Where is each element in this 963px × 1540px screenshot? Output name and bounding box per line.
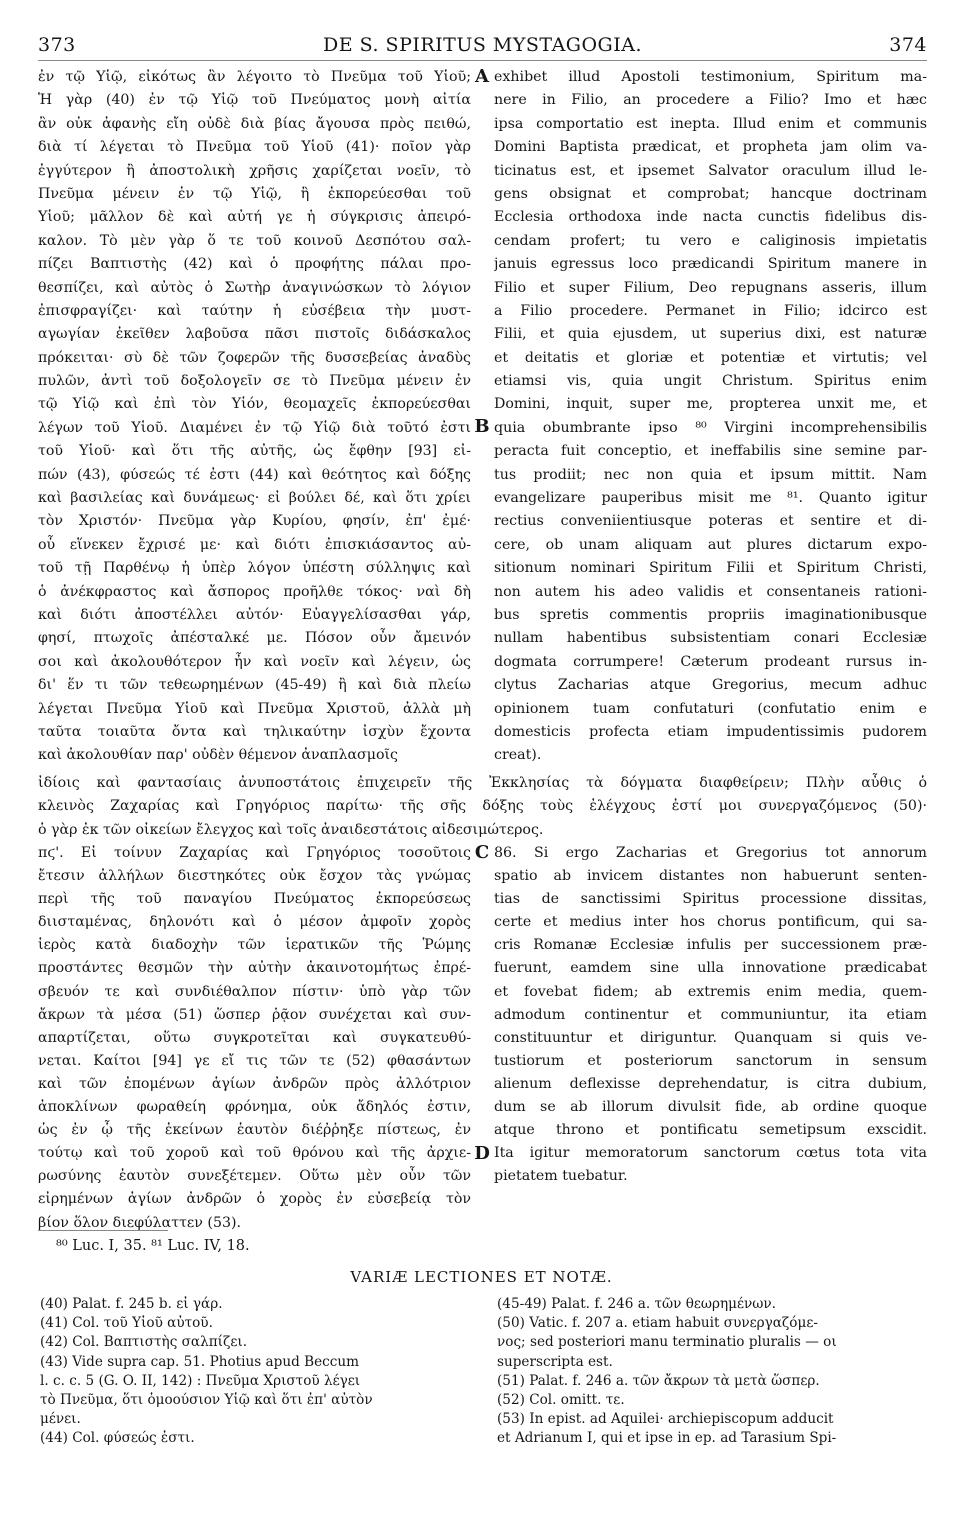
margin-marker-b: B — [474, 416, 490, 437]
greek-text-line: ἐπισφραγίζει· καὶ ταύτην ἡ εὐσέβεια τὴν μυστ- — [38, 302, 471, 319]
latin-text-line: atque throno et pontificatu semetipsum exscidit. — [494, 1122, 927, 1139]
greek-text-line: λέγεται Πνεῦμα Υἱοῦ καὶ Πνεῦμα Χριστοῦ, ἀλλὰ μὴ — [38, 700, 471, 717]
note-line: (41) Col. τοῦ Υἱοῦ αὐτοῦ. — [40, 1315, 213, 1332]
latin-text-line: cris Romanæ Ecclesiæ infulis per successionem præ- — [494, 937, 927, 954]
latin-text-line: Filio et super Filium, Deo repugnans asseris, illum — [494, 279, 927, 296]
margin-marker-a: A — [475, 66, 489, 87]
latin-column-bottom — [494, 842, 927, 1188]
greek-text-line: καὶ ἀκολουθίαν παρ' οὐδὲν θέμενον ἀναπλασμοῖς — [38, 747, 399, 764]
notes-left-column — [40, 1295, 470, 1449]
margin-marker-c: C — [474, 842, 490, 863]
note-line: τὸ Πνεῦμα, ὅτι ὁμοούσιον Υἱῷ καὶ ὅτι ἐπ' αὐτὸν — [40, 1391, 373, 1408]
greek-text-line: καλον. Τὸ μὲν γὰρ ὅ τε τοῦ κοινοῦ Δεσπότου σαλ- — [38, 232, 471, 249]
latin-text-line: tias de sanctissimi Spiritus processione dissitas, — [494, 891, 927, 908]
latin-text-line: fuerunt, eamdem sine ulla innovatione prædicabat — [494, 960, 927, 977]
greek-text-line: ὡς ἐν ᾧ τῆς ἐκείνων ἑαυτὸν διέῤῥηξε πίστεως, ἐν — [38, 1122, 471, 1139]
greek-text-line: πυλῶν, ἀντὶ τοῦ δοξολογεῖν σε τὸ Πνεῦμα μένειν ἐν — [38, 373, 471, 390]
latin-text-line: creat). — [494, 747, 542, 764]
margin-marker-d: D — [474, 1143, 490, 1164]
latin-text-line: Domini, inquit, super me, propterea unxit me, et — [494, 396, 927, 413]
latin-text-line: alienum deflexisse deprehendatur, is citra dubium, — [494, 1075, 927, 1092]
greek-text-line: ἂν οὐκ ἀφανὴς εἴη οὐδὲ διὰ βίας ἄγουσα πρὸς πειθώ, — [38, 115, 471, 132]
latin-text-line: Ita igitur memoratorum sanctorum cœtus tota vita — [494, 1145, 927, 1162]
greek-text-line: διὰ τί λέγεται τὸ Πνεῦμα τοῦ Υἱοῦ (41)· ποῖον γὰρ — [38, 139, 471, 156]
greek-text-line: τὸν Χριστόν· Πνεῦμα γὰρ Κυρίου, φησίν, ἐπ' ἐμέ· — [38, 513, 471, 530]
note-line: superscripta est. — [497, 1353, 613, 1370]
note-line: (44) Col. φύσεώς ἐστι. — [40, 1430, 195, 1447]
greek-text-line: τούτῳ καὶ τοῦ χοροῦ καὶ τοῦ θρόνου καὶ τῆς ἀρχιε- — [38, 1145, 471, 1162]
latin-text-line: peracta fuit conceptio, et ineffabilis sine semine par- — [494, 443, 927, 460]
latin-text-line: dogmata corrumpere! Cæterum prodeant rursus in- — [494, 653, 927, 670]
greek-text-line: πϛ'. Εἰ τοίνυν Ζαχαρίας καὶ Γρηγόριος τοσοῦτοις — [38, 845, 471, 861]
greek-text-line: πών (43), φύσεώς τέ ἐστι (44) καὶ θεότητος καὶ δόξης — [38, 466, 471, 483]
latin-text-line: certe et medius inter hos chorus pontificum, qui sa- — [494, 914, 927, 931]
note-line: μένει. — [40, 1411, 81, 1428]
greek-text-line: πίζει Βαπτιστὴς (42) καὶ ὁ προφήτης πάλαι προ- — [38, 256, 471, 273]
latin-text-line: admodum continentur et communiuntur, ita etiam — [494, 1006, 927, 1023]
notes-heading: VARIÆ LECTIONES ET NOTÆ. — [350, 1268, 613, 1286]
greek-text-line: ἱερὸς κατὰ διαδοχὴν τῶν ἱερατικῶν τῆς Ῥώμης — [38, 937, 471, 954]
latin-text-line: ticinatus est, et ipsemet Salvator oraculum illud le- — [494, 162, 927, 179]
greek-text-line: νεται. Καίτοι [94] γε εἴ τις τῶν τε (52) φθασάντων — [38, 1052, 471, 1069]
notes-right-column — [497, 1295, 927, 1449]
latin-text-line: pietatem tuebatur. — [494, 1168, 628, 1185]
latin-text-line: nere in Filio, an procedere a Filio? Imo et hæc — [494, 92, 927, 109]
greek-text-line: περὶ τῆς τοῦ παναγίου Πνεύματος ἐκπορεύσεως — [38, 891, 471, 908]
latin-text-line: rectius conveniientiusque poteras et sentire et di- — [494, 513, 927, 530]
latin-text-line: cendam profert; tu vero e caliginosis impietatis — [494, 232, 927, 249]
greek-text-line: εἰρημένων ἁγίων ἀνδρῶν ὁ χορὸς ἐν εὐσεβείᾳ τὸν — [38, 1191, 471, 1208]
latin-text-line: sitionum nominari Spiritum Filii et Spiritum Christi, — [494, 560, 927, 577]
greek-text-line: σοι καὶ ἀκολουθότερον ἦν καὶ νοεῖν καὶ λέγειν, ὡς — [38, 653, 471, 670]
page-header — [38, 34, 927, 58]
page-number-left: 373 — [38, 34, 76, 56]
latin-text-line: domesticis profecta etiam impudentissimis pudorem — [494, 723, 927, 740]
greek-text-line: τοῦ τῇ Παρθένῳ ἡ ὑπὲρ λόγον ὑπέστη σύλληψις καὶ — [38, 560, 471, 577]
note-line: (40) Palat. f. 245 b. εἰ γάρ. — [40, 1296, 223, 1312]
latin-text-line: nullam habentibus subsistentiam conari Ecclesiæ — [494, 630, 927, 647]
latin-text-line: et fovebat fidem; ab extremis enim media, quem- — [494, 983, 927, 1000]
greek-text-line: ἰδίοις καὶ φαντασίαις ἀνυποστάτοις ἐπιχειρεῖν τῆς Ἐκκλησίας τὰ δόγματα διαφθείρειν; Πλὴν αὖθις ὁ — [38, 775, 927, 791]
latin-text-line: Domini Baptista prædicat, et propheta jam olim va- — [494, 139, 927, 156]
latin-text-line: etiamsi vis, quia ungit Christum. Spiritus enim — [494, 373, 927, 390]
footnote-rule — [38, 1230, 168, 1231]
greek-text-line: Πνεῦμα μένειν ἐν τῷ Υἱῷ, ἢ ἐκπορεύεσθαι τοῦ — [38, 185, 471, 202]
latin-text-line: Ecclesia orthodoxa inde nacta cunctis fidelibus dis- — [494, 209, 927, 226]
greek-text-line: Ἡ γὰρ (40) ἐν τῷ Υἱῷ τοῦ Πνεύματος μονὴ αἰτία — [38, 92, 471, 109]
greek-text-line: ἐγγύτερον ἢ ἀποστολικὴ χρῆσις χαρίζεται νοεῖν, τὸ — [38, 162, 471, 179]
greek-text-line: πρόκειται· σὺ δὲ τῶν ζοφερῶν τῆς δυσσεβείας ἀναδὺς — [38, 349, 471, 366]
greek-text-line: βίον ὅλον διεφύλαττεν (53). — [38, 1214, 242, 1231]
note-line: et Adrianum I, qui et ipse in ep. ad Tarasium Spi- — [497, 1430, 837, 1447]
note-line: (43) Vide supra cap. 51. Photius apud Beccum — [40, 1353, 360, 1370]
latin-text-line: opinionem tuam confutaturi (confutatio enim e — [494, 700, 927, 717]
greek-text-line: προστάντες θεσμῶν τὴν αὐτὴν ἀκαινοτομήτως ἐπρέ- — [38, 960, 471, 977]
latin-text-line: clytus Zacharias atque Gregorius, mecum adhuc — [494, 677, 927, 694]
greek-text-line: ταῦτα τοιαῦτα ὄντα καὶ τηλικαύτην ἰσχὺν ἔχοντα — [38, 723, 471, 740]
latin-text-line: spatio ab invicem distantes non habuerunt senten- — [494, 868, 927, 885]
latin-text-line: non autem his adeo validis et consentaneis rationi- — [494, 583, 927, 600]
header-rule — [38, 60, 927, 61]
greek-text-line: ἀποκλίνων φωραθείη φρόνημα, οὐκ ἄδηλός ἐστιν, — [38, 1099, 471, 1116]
greek-column-bottom — [38, 842, 471, 1235]
greek-text-line: τῷ Υἱῷ καὶ ἐπὶ τὸν Υἱόν, θεομαχεῖς ἐκπορεύεσθαι — [38, 396, 471, 413]
greek-text-line: τοῦ Υἱοῦ· καὶ ὅτι τῆς αὐτῆς, ὡς ἔφθην [93] εἰ- — [38, 443, 471, 460]
greek-text-line: καὶ διότι ἀποστέλλει αὐτόν· Εὐαγγελίσασθαι γάρ, — [38, 606, 471, 623]
greek-column-top — [38, 66, 471, 768]
greek-text-line: αγωγίαν ἐκεῖθεν λαβοῦσα πᾶσι πιστοῖς διδάσκαλος — [38, 326, 471, 343]
running-title: DE S. SPIRITUS MYSTAGOGIA. — [323, 34, 642, 56]
greek-text-line: Υἱοῦ; μᾶλλον δὲ καὶ αὐτή γε ἡ σύγκρισις ἀπειρό- — [38, 209, 471, 226]
latin-text-line: exhibet illud Apostoli testimonium, Spiritum ma- — [494, 69, 927, 85]
latin-text-line: evangelizare pauperibus misit me ⁸¹. Quanto igitur — [494, 490, 927, 507]
latin-column-top — [494, 66, 927, 768]
latin-text-line: quia obumbrante ipso ⁸⁰ Virgini incomprehensibilis — [494, 419, 927, 436]
greek-text-line: ἔτεσιν ἀλλήλων διεστηκότες οὐκ ἔσχον τὰς γνώμας — [38, 868, 471, 885]
note-line: νος; sed posteriori manu terminatio pluralis — οι — [497, 1334, 837, 1351]
greek-text-line: ἐν τῷ Υἱῷ, εἰκότως ἂν λέγοιτο τὸ Πνεῦμα τοῦ Υἱοῦ; — [38, 69, 471, 85]
greek-text-line: απαρτίζεται, οὕτω συγκροτεῖται καὶ συγκατευθύ- — [38, 1029, 471, 1046]
greek-text-line: ὁ γὰρ ἐκ τῶν οἰκείων ἔλεγχος καὶ τοῖς ἀναιδεστάτοις αἰδεσιμώτερος. — [38, 821, 544, 838]
greek-text-line: ρωσύνης ἑαυτὸν συνεξέτεμεν. Οὕτω μὲν οὖν τῶν — [38, 1168, 471, 1185]
greek-text-line: διισταμένας, δηλονότι καὶ ὁ μέσον ἀμφοῖν χορὸς — [38, 914, 471, 931]
greek-full-width-text — [38, 772, 927, 842]
greek-text-line: ὁ ἀνέκφραστος καὶ ἄσπορος προῆλθε τόκος· ναὶ δὴ — [38, 583, 471, 600]
greek-text-line: καὶ βασιλείας καὶ δυνάμεως· εἰ βούλει δέ, καὶ ὅτι χρίει — [38, 490, 471, 507]
greek-text-line: θεσπίζει, καὶ αὐτὸς ὁ Σωτὴρ ἀναγινώσκων τὸ λόγιον — [38, 279, 471, 296]
latin-text-line: tustiorum et posteriorum sanctorum in sensum — [494, 1052, 927, 1069]
greek-text-line: δι' ἕν τι τῶν τεθεωρημένων (45-49) ἢ καὶ διὰ πλείω — [38, 677, 471, 694]
latin-text-line: bus spretis commentis propriis imaginationibusque — [494, 606, 927, 623]
latin-text-line: 86. Si ergo Zacharias et Gregorius tot annorum — [494, 845, 927, 861]
note-line: l. c. c. 5 (G. O. II, 142) : Πνεῦμα Χριστοῦ λέγει — [40, 1372, 361, 1389]
page-number-right: 374 — [889, 34, 927, 56]
latin-text-line: constituuntur et diriguntur. Quanquam si quis ve- — [494, 1029, 927, 1046]
latin-text-line: et deitatis et gloriæ et potentiæ et virtutis; vel — [494, 349, 927, 366]
note-line: (51) Palat. f. 246 a. τῶν ἄκρων τὰ μετὰ ὥσπερ. — [497, 1372, 820, 1389]
note-line: (42) Col. Βαπτιστὴς σαλπίζει. — [40, 1334, 248, 1351]
greek-text-line: φησί, πτωχοῖς ἀπέσταλκέ με. Πόσον οὖν ἄμεινόν — [38, 630, 471, 647]
greek-text-line: λέγων τοῦ Υἱοῦ. Διαμένει ἐν τῷ Υἱῷ διὰ τοῦτό ἐστι — [38, 419, 471, 436]
latin-text-line: tus prodiit; nec non quia et ipsum mittit. Nam — [494, 466, 927, 483]
greek-text-line: κλεινὸς Ζαχαρίας καὶ Γρηγόριος παρίτω· τῆς σῆς δόξης τοὺς ἐλέγχους ἐστί μοι συνεργαζόμενος (50)· — [38, 798, 927, 815]
greek-text-line: σβευόν τε καὶ συνδιέθαλπον πίστιν· ὑπὸ γὰρ τῶν — [38, 983, 471, 1000]
latin-text-line: cere, ob unam aliquam aut plures dictarum expo- — [494, 536, 927, 553]
note-line: (50) Vatic. f. 207 a. etiam habuit συνεργαζόμε- — [497, 1315, 818, 1332]
greek-text-line: καὶ τῶν ἐπομένων ἁγίων ἀνδρῶν πρὸς ἀλλότριον — [38, 1075, 471, 1092]
scripture-footnotes: ⁸⁰ Luc. I, 35. ⁸¹ Luc. IV, 18. — [56, 1238, 250, 1254]
latin-text-line: gens obsignat et comprobat; hancque doctrinam — [494, 185, 927, 202]
note-line: (53) In epist. ad Aquilei· archiepiscopum adducit — [497, 1411, 834, 1428]
greek-text-line: ἄκρων τὰ μέσα (51) ὥσπερ ῥᾷον συνέχεται καὶ συν- — [38, 1006, 471, 1023]
note-line: (45-49) Palat. f. 246 a. τῶν θεωρημένων. — [497, 1296, 776, 1312]
latin-text-line: a Filio procedere. Permanet in Filio; idcirco est — [494, 302, 927, 319]
latin-text-line: Filii, et quia ejusdem, ut superius dixi, est naturæ — [494, 326, 927, 343]
latin-text-line: januis egressus loco prædicandi Spiritum manere in — [494, 256, 927, 273]
latin-text-line: ipsa comportatio est inepta. Illud enim et communis — [494, 115, 927, 132]
greek-text-line: οὗ εἵνεκεν ἔχρισέ με· καὶ διότι ἐπισκιάσαντος αὐ- — [38, 536, 471, 553]
latin-text-line: dum se ab illorum divulsit fide, ab ordine quoque — [494, 1099, 927, 1116]
note-line: (52) Col. omitt. τε. — [497, 1391, 625, 1408]
